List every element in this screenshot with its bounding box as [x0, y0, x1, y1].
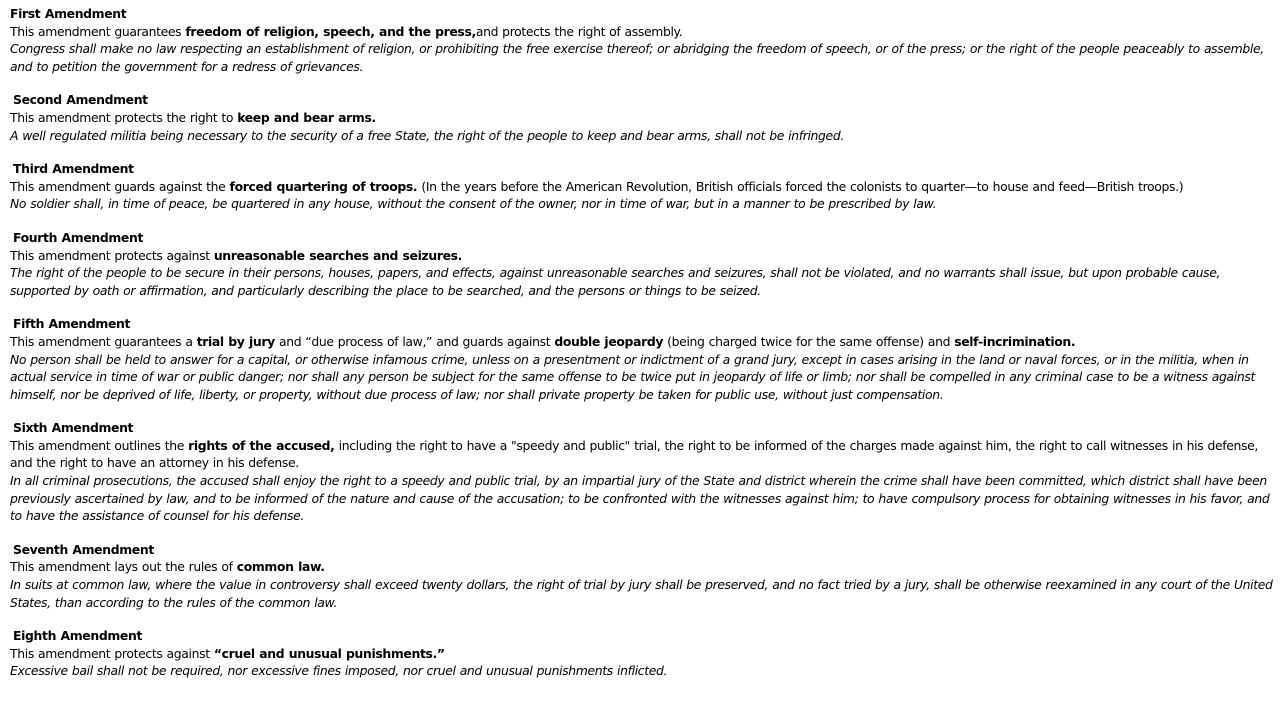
amendment-summary [10, 333, 1274, 351]
summary-text: and protects the right of assembly. [475, 23, 683, 39]
summary-text: This amendment lays out the rules of [10, 559, 237, 575]
amendment-title: Seventh Amendment [13, 541, 154, 557]
summary-text: and “due process of law,” and guards against [274, 333, 555, 349]
amendment-title: First Amendment [10, 6, 127, 21]
summary-emphasis: forced quartering of troops. [229, 178, 418, 194]
amendment-summary [10, 23, 1274, 41]
amendment-text: Congress shall make no law respecting an establishment of religion, or prohibiting the free exercise thereof; or abridging the freedom of speech, or of the press; or the right of the people peaceably to assemble, and to petition the government for a redress of grievances. [10, 41, 1264, 74]
document-body [10, 5, 1274, 696]
amendment-text: No soldier shall, in time of peace, be quartered in any house, without the consent of the owner, nor in time of war, but in a manner to be prescribed by law. [10, 196, 937, 212]
amendment-summary [10, 558, 1274, 576]
amendment-title: Fourth Amendment [13, 229, 144, 245]
amendment-text: The right of the people to be secure in their persons, houses, papers, and effects, against unreasonable searches and seizures, shall not be violated, and no warrants shall issue, but upon probable cause, supported by oath or affirmation, and particularly describing the place to be searched, and the persons or things to be seized. [10, 265, 1221, 298]
summary-emphasis: unreasonable searches and seizures. [213, 247, 463, 263]
amendment-title: Second Amendment [13, 92, 148, 108]
summary-text: (In the years before the American Revolution, British officials forced the colonists to quarter—to house and feed—British troops.) [417, 178, 1184, 194]
amendment-5 [10, 315, 1274, 403]
summary-emphasis: double jeopardy [554, 333, 664, 349]
amendment-title: Fifth Amendment [13, 316, 131, 332]
amendment-3 [10, 160, 1274, 213]
amendment-2 [10, 91, 1274, 144]
amendment-title: Eighth Amendment [13, 628, 143, 644]
summary-emphasis: self-incrimination. [954, 333, 1076, 349]
summary-text: This amendment guards against the [10, 178, 230, 194]
amendment-6 [10, 419, 1274, 525]
amendment-text: No person shall be held to answer for a capital, or otherwise infamous crime, unless on a presentment or indictment of a grand jury, except in cases arising in the land or naval forces, or in the militia, when in actual service in time of war or public danger; nor shall any person be subject for the same offense to be twice put in jeopardy of life or limb; nor shall be compelled in any criminal case to be a witness against himself, nor be deprived of life, liberty, or property, without due process of law; nor shall private property be taken for public use, without just compensation. [10, 351, 1255, 402]
summary-text: (being charged twice for the same offense) and [663, 333, 955, 349]
amendment-4 [10, 229, 1274, 299]
summary-emphasis: freedom of religion, speech, and the press, [185, 23, 476, 39]
summary-text: This amendment protects against [10, 645, 214, 661]
amendment-summary [10, 247, 1274, 265]
amendment-1 [10, 5, 1274, 75]
amendment-summary [10, 109, 1274, 127]
amendment-text: In all criminal prosecutions, the accused shall enjoy the right to a speedy and public trial, by an impartial jury of the State and district wherein the crime shall have been committed, which district shall have been previously ascertained by law, and to be informed of the nature and cause of the accusation; to be confronted with the witnesses against him; to have compulsory process for obtaining witnesses in his favor, and to have the assistance of counsel for his defense. [10, 473, 1270, 524]
amendment-text: In suits at common law, where the value in controversy shall exceed twenty dollars, the right of trial by jury shall be preserved, and no fact tried by a jury, shall be otherwise reexamined in any court of the United States, than according to the rules of the common law. [10, 577, 1273, 610]
summary-text: including the right to have a "speedy and public" trial, the right to be informed of the charges made against him, the right to call witnesses in his defense, and the right to have an attorney in his defense. [10, 437, 1259, 471]
summary-text: This amendment guarantees a [10, 333, 197, 349]
amendment-7 [10, 541, 1274, 611]
summary-emphasis: trial by jury [196, 333, 275, 349]
amendment-text: Excessive bail shall not be required, nor excessive fines imposed, nor cruel and unusual punishments inflicted. [10, 663, 668, 679]
amendment-text: A well regulated militia being necessary to the security of a free State, the right of the people to keep and bear arms, shall not be infringed. [10, 127, 844, 143]
amendment-8 [10, 627, 1274, 680]
amendment-summary [10, 178, 1274, 196]
summary-text: This amendment outlines the [10, 437, 189, 453]
summary-text: This amendment guarantees [10, 23, 186, 39]
summary-text: This amendment protects the right to [10, 109, 238, 125]
summary-emphasis: keep and bear arms. [237, 109, 376, 125]
summary-text: This amendment protects against [10, 247, 214, 263]
amendment-summary [10, 645, 1274, 663]
summary-emphasis: common law. [236, 559, 325, 575]
amendment-title: Third Amendment [13, 161, 134, 177]
amendment-summary [10, 437, 1274, 472]
amendment-title: Sixth Amendment [13, 420, 134, 436]
summary-emphasis: rights of the accused, [188, 437, 335, 453]
summary-emphasis: “cruel and unusual punishments.” [213, 645, 445, 661]
